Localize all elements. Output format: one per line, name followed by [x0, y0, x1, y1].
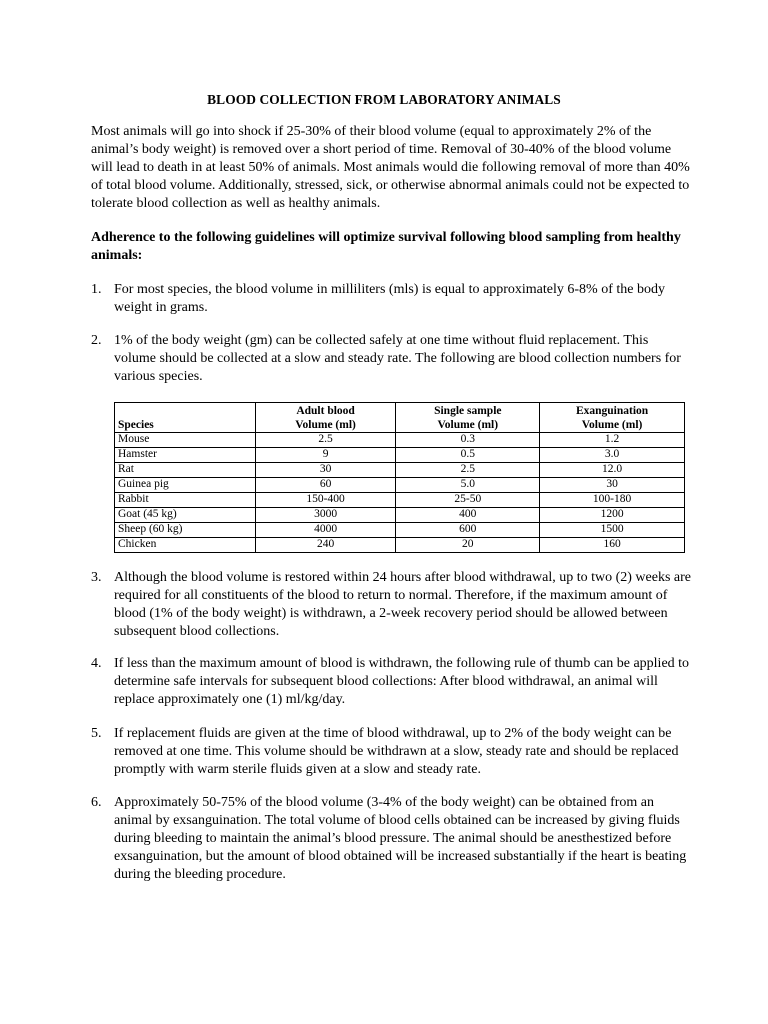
cell-adult-volume: 2.5 — [255, 433, 396, 448]
header-species: Species — [115, 403, 256, 433]
table-row — [115, 523, 685, 538]
item-number: 1. — [91, 282, 102, 297]
cell-single-volume: 5.0 — [396, 478, 540, 493]
item-number: 2. — [91, 333, 102, 348]
table-row — [115, 538, 685, 553]
cell-single-volume: 0.5 — [396, 448, 540, 463]
cell-exsang-volume: 1500 — [540, 523, 685, 538]
item-text: 1% of the body weight (gm) can be collected safely at one time without fluid replacement. This volume should be collected at a slow and steady rate. The following are blood collection numbers for various species. — [114, 333, 681, 384]
cell-single-volume: 0.3 — [396, 433, 540, 448]
item-text: Approximately 50-75% of the blood volume (3-4% of the body weight) can be obtained from an animal by exsanguination. The total volume of blood cells obtained can be increased by giving fluids during bleeding to maintain the animal’s blood pressure. The animal should be anesthestized before exsanguination, but the amount of blood obtained will be increased substantially if the heart is beating during the bleeding procedure. — [114, 795, 687, 882]
item-text: If less than the maximum amount of blood is withdrawn, the following rule of thumb can be applied to determine safe intervals for subsequent blood collections: After blood withdrawal, an animal will replace approximately one (1) ml/kg/day. — [114, 656, 690, 707]
cell-species: Sheep (60 kg) — [115, 523, 256, 538]
document-title: BLOOD COLLECTION FROM LABORATORY ANIMALS — [207, 92, 561, 107]
table-row — [115, 433, 685, 448]
cell-adult-volume: 240 — [255, 538, 396, 553]
cell-exsang-volume: 3.0 — [540, 448, 685, 463]
intro-paragraph: Most animals will go into shock if 25-30% of their blood volume (equal to approximately 2% of the animal’s body weight) is removed over a short period of time. Removal of 30-40% of the blood volume will lead to death in at least 50% of animals. Most animals would die following removal of more than 40% of total blood volume. Additionally, stressed, sick, or otherwise abnormal animals could not be expected to tolerate blood collection as well as healthy animals. — [91, 124, 690, 211]
header-adult-volume: Adult blood Volume (ml) — [255, 403, 396, 433]
cell-adult-volume: 60 — [255, 478, 396, 493]
cell-exsang-volume: 160 — [540, 538, 685, 553]
cell-exsang-volume: 12.0 — [540, 463, 685, 478]
item-number: 5. — [91, 726, 102, 741]
cell-exsang-volume: 1.2 — [540, 433, 685, 448]
cell-species: Chicken — [115, 538, 256, 553]
item-text: If replacement fluids are given at the time of blood withdrawal, up to 2% of the body weight can be removed at one time. This volume should be withdrawn at a slow, steady rate and should be replaced promptly with warm sterile fluids given at a slow and steady rate. — [114, 726, 679, 777]
cell-adult-volume: 4000 — [255, 523, 396, 538]
table-row — [115, 493, 685, 508]
item-text: Although the blood volume is restored within 24 hours after blood withdrawal, up to two (2) weeks are required for all constituents of the blood to return to normal. Therefore, if the maximum amount of blood (1% of the body weight) is withdrawn, a 2-week recovery period should be allowed between subsequent blood collections. — [114, 570, 691, 639]
table-row — [115, 448, 685, 463]
guideline-item-5 — [91, 725, 691, 779]
cell-single-volume: 25-50 — [396, 493, 540, 508]
cell-adult-volume: 150-400 — [255, 493, 396, 508]
table-row — [115, 508, 685, 523]
cell-species: Mouse — [115, 433, 256, 448]
cell-adult-volume: 9 — [255, 448, 396, 463]
guideline-item-3 — [91, 569, 691, 641]
cell-species: Goat (45 kg) — [115, 508, 256, 523]
guideline-item-2 — [91, 332, 691, 386]
cell-single-volume: 400 — [396, 508, 540, 523]
guideline-item-4 — [91, 655, 691, 709]
guideline-item-6 — [91, 794, 691, 884]
header-exsanguination-volume: Exanguination Volume (ml) — [540, 403, 685, 433]
cell-single-volume: 2.5 — [396, 463, 540, 478]
guidelines-heading: Adherence to the following guidelines will optimize survival following blood sampling from healthy animals: — [91, 230, 681, 263]
item-number: 3. — [91, 570, 102, 585]
guideline-item-1 — [91, 281, 691, 317]
header-single-sample-volume: Single sample Volume (ml) — [396, 403, 540, 433]
table-row — [115, 463, 685, 478]
blood-volume-table — [114, 402, 685, 553]
cell-exsang-volume: 1200 — [540, 508, 685, 523]
cell-species: Hamster — [115, 448, 256, 463]
item-text: For most species, the blood volume in milliliters (mls) is equal to approximately 6-8% of the body weight in grams. — [114, 282, 665, 315]
cell-single-volume: 600 — [396, 523, 540, 538]
table-row — [115, 478, 685, 493]
cell-species: Rabbit — [115, 493, 256, 508]
cell-adult-volume: 3000 — [255, 508, 396, 523]
cell-exsang-volume: 100-180 — [540, 493, 685, 508]
item-number: 6. — [91, 795, 102, 810]
cell-adult-volume: 30 — [255, 463, 396, 478]
table-header-row — [115, 403, 685, 433]
item-number: 4. — [91, 656, 102, 671]
cell-exsang-volume: 30 — [540, 478, 685, 493]
cell-species: Guinea pig — [115, 478, 256, 493]
cell-single-volume: 20 — [396, 538, 540, 553]
cell-species: Rat — [115, 463, 256, 478]
